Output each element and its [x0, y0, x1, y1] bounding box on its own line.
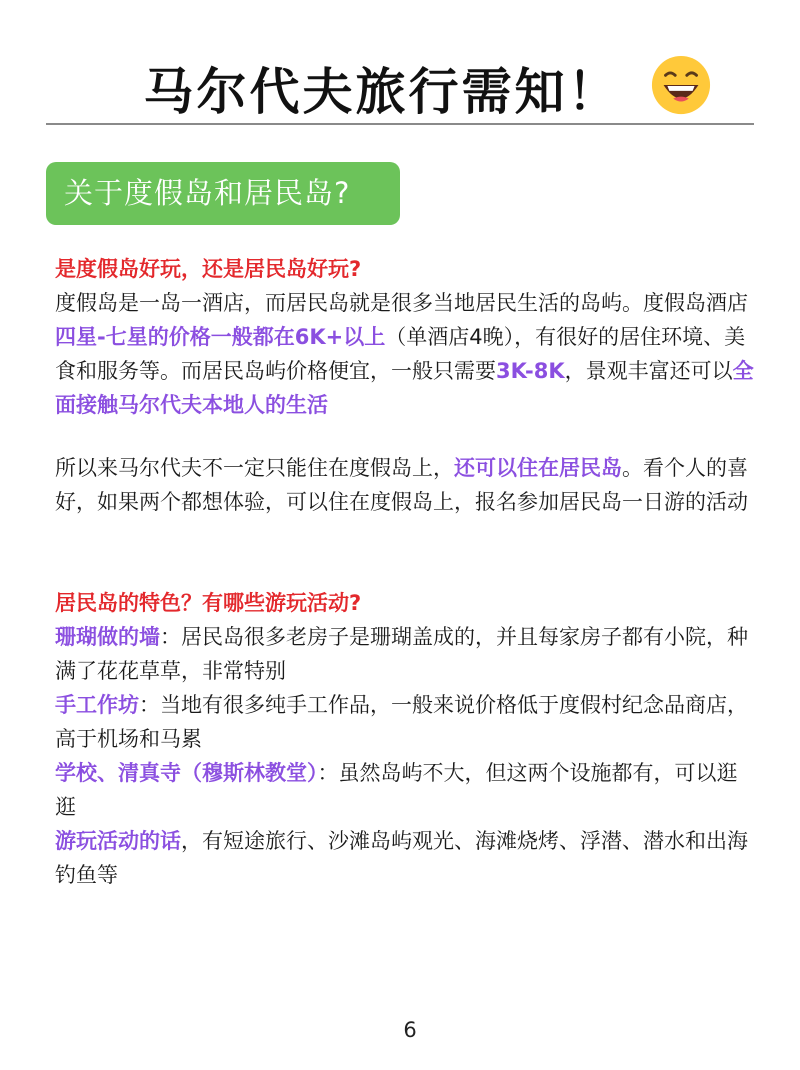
p1-highlight-local-life: 全面接触马尔代夫本地人的生活	[55, 359, 754, 417]
item-label: 珊瑚做的墙	[55, 625, 160, 649]
section2-question-block	[55, 586, 755, 620]
p1-text-b: （单酒店4晚），有很好的居住环境、美食和服务等。而居民岛屿价格便宜，一般只需要	[55, 325, 746, 383]
item-text: ，有短途旅行、沙滩岛屿观光、海滩烧烤、浮潜、潜水和出海钓鱼等	[55, 829, 748, 887]
section2-item-workshop	[55, 688, 755, 756]
section2-item-coral-wall	[55, 620, 755, 688]
section-tag: 关于度假岛和居民岛?	[46, 162, 400, 225]
p1-highlight-price: 四星-七星的价格一般都在6K+以上	[55, 325, 386, 349]
item-label: 游玩活动的话	[55, 829, 181, 853]
p1-text-c: ，景观丰富还可以	[564, 359, 733, 383]
section2-question: 居民岛的特色？有哪些游玩活动?	[55, 591, 362, 615]
p2-text-a: 所以来马尔代夫不一定只能住在度假岛上，	[55, 456, 454, 480]
section2-item-activities	[55, 824, 755, 892]
section2-item-school-mosque	[55, 756, 755, 824]
p1-text-a: 度假岛是一岛一酒店，而居民岛就是很多当地居民生活的岛屿。度假岛酒店	[55, 291, 748, 315]
section1-paragraph1	[55, 286, 755, 422]
section1-question-block	[55, 252, 755, 286]
section1-paragraph2	[55, 451, 755, 519]
p2-highlight: 还可以住在居民岛	[454, 456, 622, 480]
item-text: ：虽然岛屿不大，但这两个设施都有，可以逛逛	[55, 761, 738, 819]
item-text: ：当地有很多纯手工作品，一般来说价格低于度假村纪念品商店，高于机场和马累	[55, 693, 748, 751]
title-divider	[46, 123, 754, 125]
page-title-text: 马尔代夫旅行需知！	[143, 63, 621, 121]
item-label: 学校、清真寺（穆斯林教堂）	[55, 761, 318, 785]
p2-text-b: 。看个人的喜好，如果两个都想体验，可以住在度假岛上，报名参加居民岛一日游的活动	[55, 456, 748, 514]
section1-question: 是度假岛好玩，还是居民岛好玩?	[55, 257, 362, 281]
p1-highlight-budget: 3K-8K	[496, 359, 565, 383]
page-number: 6	[403, 1018, 417, 1042]
item-label: 手工作坊	[55, 693, 139, 717]
item-text: ：居民岛很多老房子是珊瑚盖成的，并且每家房子都有小院，种满了花花草草，非常特别	[55, 625, 748, 683]
grinning-face-icon	[650, 54, 712, 116]
